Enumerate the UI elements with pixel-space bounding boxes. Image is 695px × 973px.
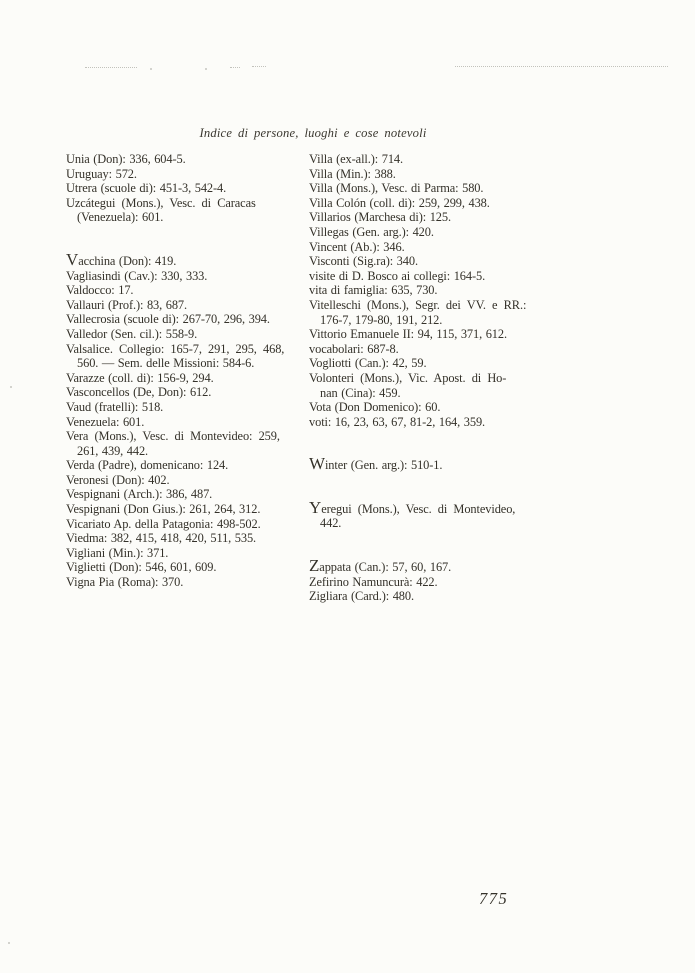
index-entry: [66, 517, 298, 532]
index-entry-line: Zefirino Namuncurà: 422.: [309, 574, 438, 589]
index-entry: [66, 327, 298, 342]
index-entry-line: Uruguay: 572.: [66, 166, 137, 181]
index-entry: [66, 283, 298, 298]
section-initial: Y: [309, 497, 322, 517]
index-entry-line: Valdocco: 17.: [66, 283, 134, 298]
index-entry-line: Vespignani (Arch.): 386, 487.: [66, 487, 213, 502]
index-entry-line: Vincent (Ab.): 346.: [309, 239, 405, 254]
index-entry: [66, 531, 298, 546]
index-entry: [309, 327, 560, 342]
index-entry-line: vocabolari: 687-8.: [309, 341, 399, 356]
index-entry: [66, 196, 298, 225]
index-entry: [309, 556, 560, 576]
index-entry-line: Villarios (Marchesa di): 125.: [309, 210, 451, 225]
index-entry-line: 176-7, 179-80, 191, 212.: [320, 312, 443, 327]
index-entry-line: Valledor (Sen. cil.): 558-9.: [66, 326, 198, 341]
index-entry: [309, 415, 560, 430]
index-entry: [309, 575, 560, 590]
index-entry-line: 560. — Sem. delle Missioni: 584-6.: [77, 356, 255, 371]
index-entry-line: Villa (Mons.), Vesc. di Parma: 580.: [309, 181, 484, 196]
index-group: [66, 249, 298, 590]
index-entry: [66, 560, 298, 575]
index-group: [309, 152, 560, 429]
index-entry: [309, 342, 560, 357]
index-entry: [66, 181, 298, 196]
index-entry-line: Zappata (Can.): 57, 60, 167.: [309, 556, 452, 576]
index-group: [66, 152, 298, 225]
index-entry-line: Vacchina (Don): 419.: [66, 249, 177, 269]
index-entry-line: Vallauri (Prof.): 83, 687.: [66, 297, 188, 312]
index-entry-line: Vagliasindi (Cav.): 330, 333.: [66, 268, 208, 283]
index-entry-line: Vasconcellos (De, Don): 612.: [66, 385, 212, 400]
index-entry: [309, 196, 560, 211]
index-entry-line: visite di D. Bosco ai collegi: 164-5.: [309, 268, 486, 283]
section-initial: W: [309, 454, 325, 474]
index-entry-line: nan (Cina): 459.: [320, 385, 401, 400]
index-entry-line: Vigliani (Min.): 371.: [66, 545, 169, 560]
index-entry-line: vita di famiglia: 635, 730.: [309, 283, 438, 298]
index-entry: [309, 454, 560, 474]
index-entry: [66, 575, 298, 590]
index-entry-line: Winter (Gen. arg.): 510-1.: [309, 454, 443, 474]
index-entry: [66, 269, 298, 284]
index-group: [309, 497, 560, 531]
index-entry: [66, 167, 298, 182]
section-initial: Z: [309, 556, 320, 576]
index-entry-line: Vigna Pia (Roma): 370.: [66, 575, 184, 590]
scan-artifact-dots: [230, 67, 240, 68]
index-entry-line: Visconti (Sig.ra): 340.: [309, 254, 418, 269]
index-entry-line: Yeregui (Mons.), Vesc. di Montevideo,: [309, 497, 516, 517]
index-entry: [66, 429, 298, 458]
index-entry: [309, 181, 560, 196]
index-column-right: [309, 152, 560, 604]
index-entry: [309, 589, 560, 604]
scan-artifact-dots: [85, 67, 137, 68]
index-entry-line: Vitelleschi (Mons.), Segr. dei VV. e RR.:: [309, 297, 527, 312]
index-entry-line: Villa (Min.): 388.: [309, 166, 396, 181]
index-entry-line: Volonteri (Mons.), Vic. Apost. di Ho-: [309, 370, 507, 385]
index-entry: [309, 283, 560, 298]
index-entry-line: (Venezuela): 601.: [77, 210, 164, 225]
index-entry-line: Varazze (coll. di): 156-9, 294.: [66, 370, 214, 385]
index-entry-line: Vespignani (Don Gius.): 261, 264, 312.: [66, 502, 261, 517]
index-entry: [66, 312, 298, 327]
index-entry: [66, 487, 298, 502]
scan-artifact-speck: [10, 386, 12, 388]
index-entry: [309, 356, 560, 371]
index-entry: [66, 458, 298, 473]
scan-artifact-speck: [150, 68, 152, 70]
scan-artifact-speck: [8, 942, 10, 944]
index-entry: [309, 400, 560, 415]
index-columns: [66, 152, 560, 604]
index-entry-line: Villegas (Gen. arg.): 420.: [309, 224, 434, 239]
index-entry: [309, 240, 560, 255]
index-entry-line: Unia (Don): 336, 604-5.: [66, 152, 186, 166]
index-entry-line: Vallecrosia (scuole di): 267-70, 296, 394.: [66, 312, 270, 327]
index-entry-line: Villa Colón (coll. di): 259, 299, 438.: [309, 195, 490, 210]
index-entry-line: Verda (Padre), domenicano: 124.: [66, 458, 229, 473]
index-entry: [309, 167, 560, 182]
index-entry-line: Zigliara (Card.): 480.: [309, 589, 414, 604]
index-entry: [66, 415, 298, 430]
index-entry: [66, 473, 298, 488]
index-entry-line: Viglietti (Don): 546, 601, 609.: [66, 560, 217, 575]
index-entry-line: Villa (ex-all.): 714.: [309, 152, 404, 166]
index-entry-line: Vera (Mons.), Vesc. di Montevideo: 259,: [66, 429, 280, 444]
index-entry: [66, 400, 298, 415]
index-entry-line: Uzcátegui (Mons.), Vesc. di Caracas: [66, 195, 256, 210]
scan-artifact-speck: [205, 68, 207, 70]
index-entry: [309, 210, 560, 225]
index-entry: [66, 152, 298, 167]
index-entry: [66, 371, 298, 386]
index-group: [309, 556, 560, 604]
scan-artifact-dots: [252, 66, 266, 67]
index-entry-line: 442.: [320, 516, 342, 531]
index-entry-line: Veronesi (Don): 402.: [66, 472, 170, 487]
index-entry-line: Viedma: 382, 415, 418, 420, 511, 535.: [66, 531, 257, 546]
index-column-left: [66, 152, 298, 604]
index-entry: [66, 385, 298, 400]
index-entry: [66, 546, 298, 561]
index-entry: [66, 342, 298, 371]
index-entry-line: Utrera (scuole di): 451-3, 542-4.: [66, 181, 227, 196]
index-entry-line: Vicariato Ap. della Patagonia: 498-502.: [66, 516, 261, 531]
index-entry: [309, 269, 560, 284]
index-entry: [309, 254, 560, 269]
index-entry: [309, 298, 560, 327]
page-number: 775: [479, 889, 509, 908]
index-group: [309, 454, 560, 474]
running-head: Indice di persone, luoghi e cose notevoli: [199, 126, 427, 140]
index-entry-line: Vittorio Emanuele II: 94, 115, 371, 612.: [309, 327, 507, 342]
section-initial: V: [66, 249, 79, 269]
index-entry-line: Vogliotti (Can.): 42, 59.: [309, 356, 427, 371]
index-entry-line: Valsalice. Collegio: 165-7, 291, 295, 468,: [66, 341, 285, 356]
index-entry-line: voti: 16, 23, 63, 67, 81-2, 164, 359.: [309, 414, 486, 429]
index-entry: [66, 502, 298, 517]
index-entry: [309, 497, 560, 531]
scan-artifact-dots: [455, 66, 668, 67]
index-entry-line: Vaud (fratelli): 518.: [66, 399, 164, 414]
index-entry: [309, 371, 560, 400]
index-entry-line: 261, 439, 442.: [77, 443, 149, 458]
index-entry-line: Vota (Don Domenico): 60.: [309, 400, 441, 415]
index-entry: [66, 249, 298, 269]
index-entry: [66, 298, 298, 313]
index-entry: [309, 152, 560, 167]
index-entry-line: Venezuela: 601.: [66, 414, 145, 429]
index-entry: [309, 225, 560, 240]
